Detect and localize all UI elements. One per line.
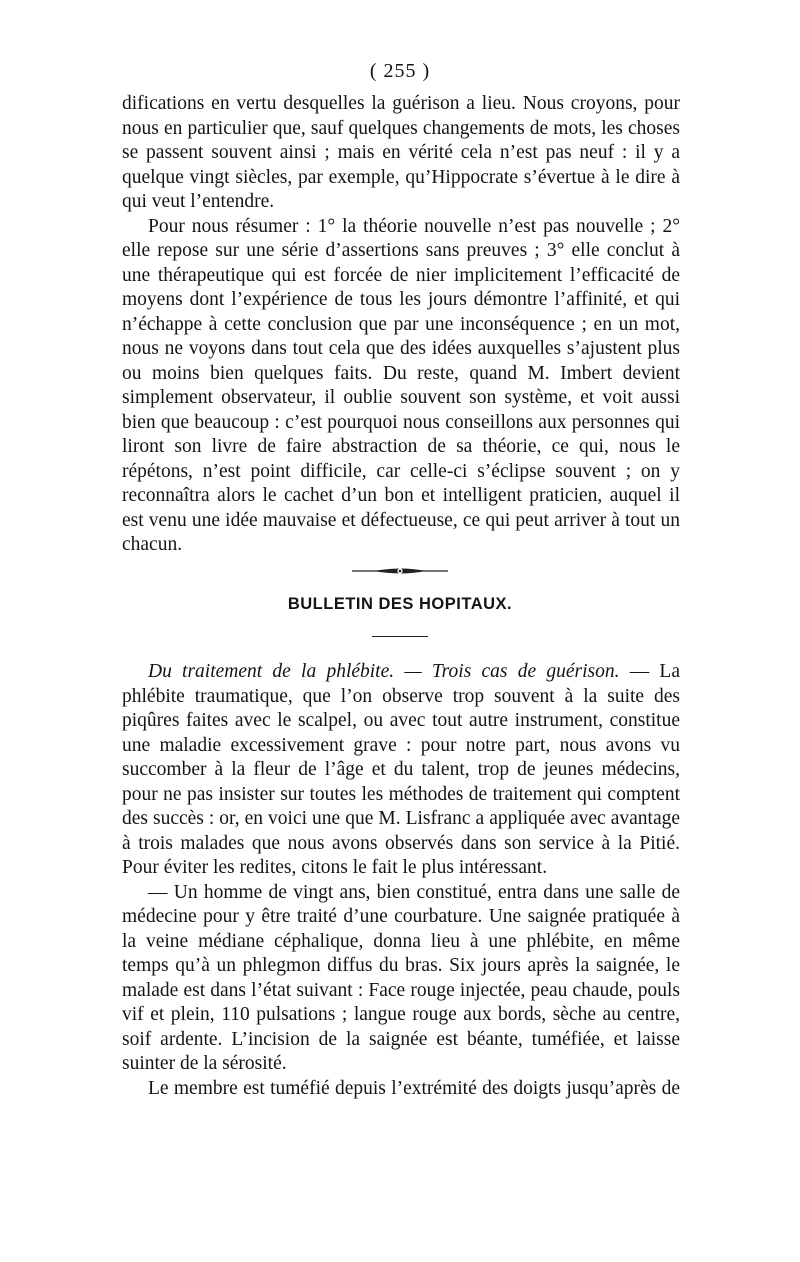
- paragraph: difications en vertu desquelles la guérison a lieu. Nous croyons, pour nous en particulier que, sauf quelques changements de mots, les choses se passent souvent ainsi ; mais en vérité cela n’est pas neuf : il y a quelque vingt siècles, par exemple, qu’Hippocrate s’évertue à le dire à qui veut l’entendre.: [122, 93, 680, 212]
- top-text-block: [122, 92, 680, 558]
- paragraph: Pour nous résumer : 1° la théorie nouvelle n’est pas nouvelle ; 2° elle repose sur une série d’assertions sans preuves ; 3° elle conclut à une thérapeutique qui est forcée de nier implicitement l’efficacité de moyens dont l’expérience de tous les jours démontre l’affinité, et qui n’échappe à cette conclusion que par une inconséquence ; en un mot, nous ne voyons dans tout cela que des idées auxquelles s’ajustent plus ou moins bien quelques faits. Du reste, quand M. Imbert devient simplement observateur, il oublie souvent son système, et voit aussi bien que beaucoup : c’est pourquoi nous conseillons aux personnes qui liront son livre de faire abstraction de sa théorie, ce qui, nous le répétons, n’est point difficile, car celle-ci s’éclipse souvent ; on y reconnaîtra alors le cachet d’un bon et intelligent praticien, auquel il est venu une idée mauvaise et défectueuse, ce qui peut arriver à tout un chacun.: [122, 215, 680, 555]
- divider-rule: [372, 636, 428, 637]
- paragraph: Le membre est tuméfié depuis l’extrémité des doigts jusqu’après de: [148, 1077, 680, 1099]
- bulletin-text-block: [122, 660, 680, 1101]
- ornament-divider-icon: [352, 564, 448, 578]
- page-number: ( 255 ): [369, 60, 431, 82]
- paragraph: [122, 660, 680, 881]
- paragraph: — Un homme de vingt ans, bien constitué, entra dans une salle de médecine pour y être traité d’une courbature. Une saignée pratiquée à la veine médiane céphalique, donna lieu à une phlébite, en même temps qu’à un phlegmon diffus du bras. Six jours après la saignée, le malade est dans l’état suivant : Face rouge injectée, peau chaude, pouls vif et plein, 110 pulsations ; langue rouge aux bords, sèche au centre, soif ardente. L’incision de la saignée est béante, tuméfiée, et laisse suinter de la sérosité.: [122, 881, 680, 1074]
- paragraph-text: — La phlébite traumatique, que l’on observe trop souvent à la suite des piqûres faites avec le scalpel, ou avec tout autre instrument, constitue une maladie excessivement grave : pour notre part, nous avons vu succomber à la fleur de l’âge et du talent, trop de jeunes médecins, pour ne pas insister sur toutes les méthodes de traitement qui comptent des succès : or, en voici une que M. Lisfranc a appliquée avec avantage à trois malades que nous avons observés dans son service à la Pitié. Pour éviter les redites, citons le fait le plus intéressant.: [122, 661, 680, 878]
- article-subtitle: Du traitement de la phlébite. — Trois cas de guérison.: [148, 661, 620, 682]
- section-title: BULLETIN DES HOPITAUX.: [287, 595, 513, 613]
